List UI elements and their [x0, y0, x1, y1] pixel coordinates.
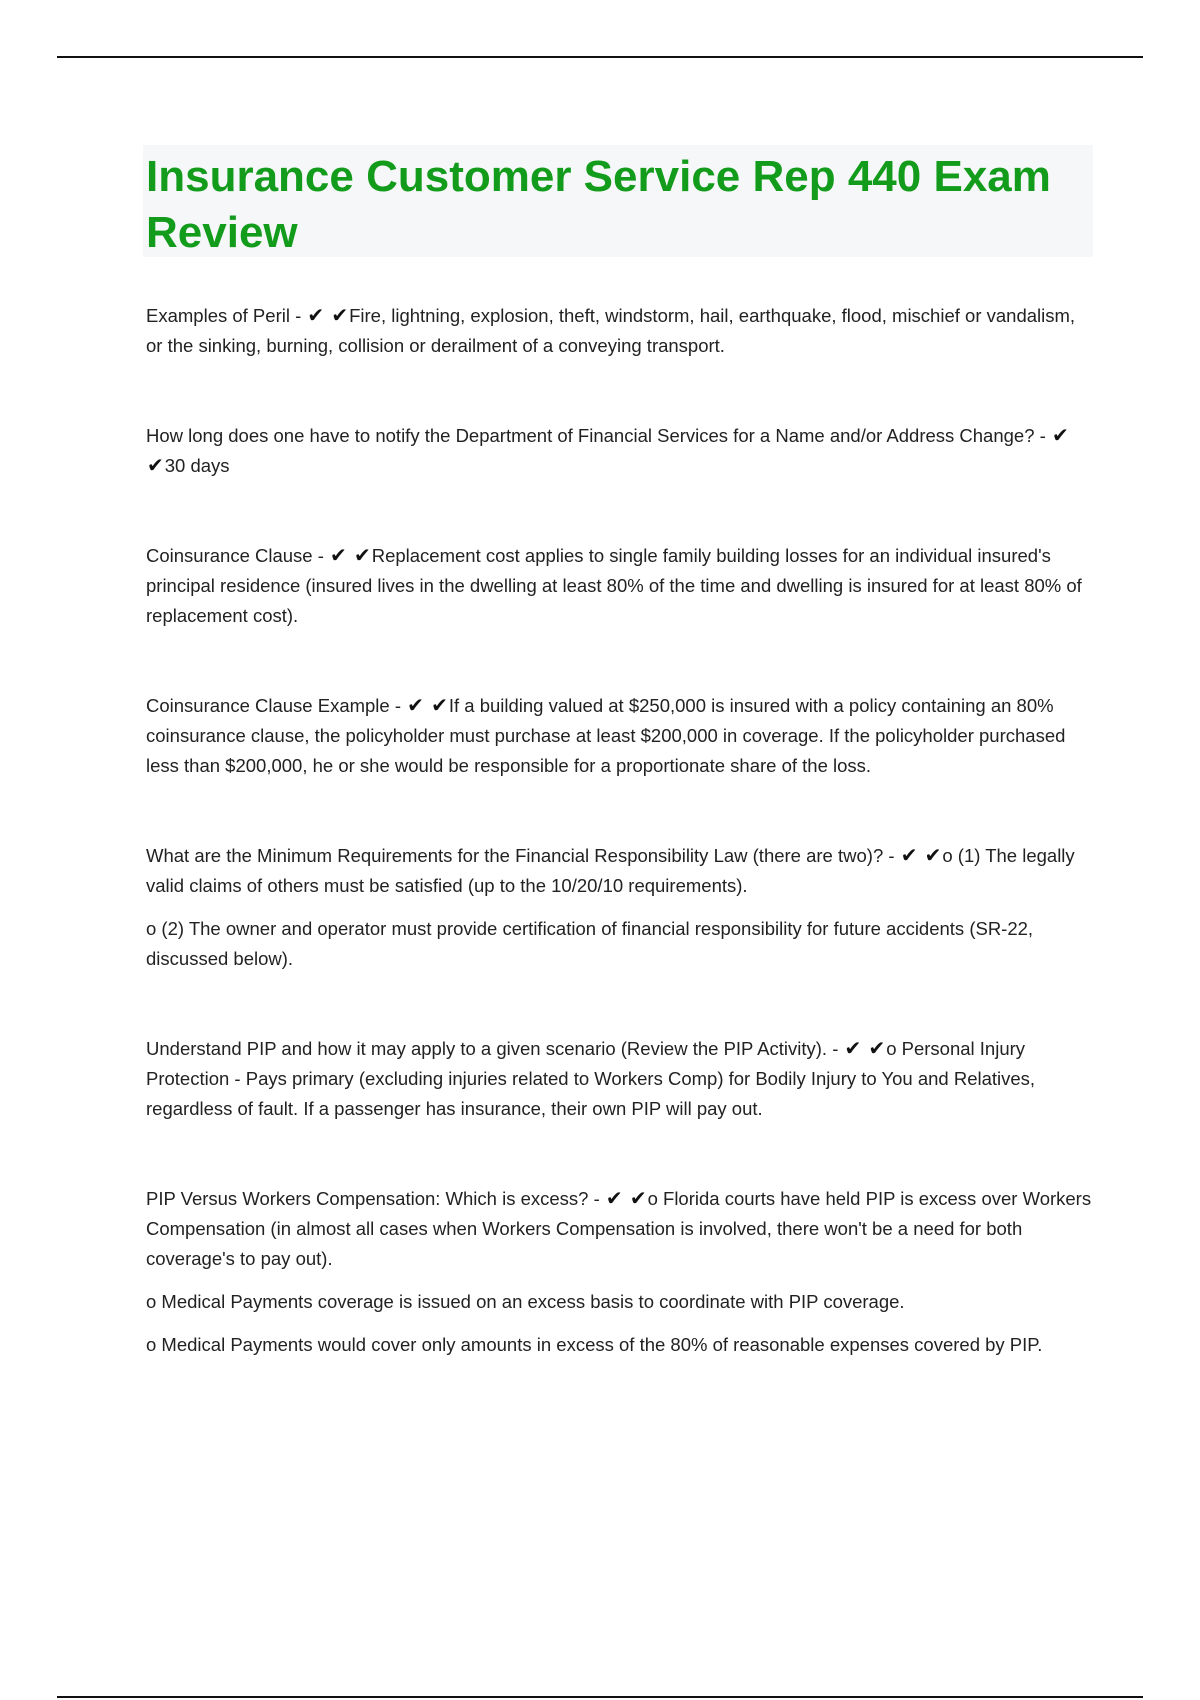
checkmark-icon: ✔ [331, 303, 349, 327]
qa-item [146, 421, 1092, 481]
separator: - [888, 845, 895, 866]
answer-text: Replacement cost applies to single family building losses for an individual insured's principal residence (insured lives in the dwelling at least 80% of the time and dwelling is insured for at least 80% of replacement cost). [146, 545, 1082, 626]
checkmark-icon: ✔ [431, 693, 448, 717]
question-text: Examples of Peril [146, 305, 290, 326]
separator: - [317, 545, 324, 566]
answer-text: o (1) The legally valid claims of others must be satisfied (up to the 10/20/10 requirements). [146, 845, 1075, 896]
qa-item [146, 541, 1092, 631]
qa-item [146, 1184, 1092, 1360]
qa-spacer [146, 481, 1092, 541]
qa-spacer [146, 781, 1092, 841]
qa-paragraph [146, 1184, 1092, 1274]
qa-spacer [146, 631, 1092, 691]
question-text: What are the Minimum Requirements for the Financial Responsibility Law (there are two)? [146, 845, 884, 866]
answer-text: Fire, lightning, explosion, theft, windstorm, hail, earthquake, flood, mischief or vandalism, or the sinking, burning, collision or derailment of a conveying transport. [146, 305, 1076, 356]
checkmark-icon: ✔ [629, 1186, 647, 1210]
qa-item [146, 1034, 1092, 1124]
answer-text: o Personal Injury Protection - Pays primary (excluding injuries related to Workers Comp) for Bodily Injury to You and Relatives, regardless of fault. If a passenger has insurance, their own PIP will pay out. [146, 1038, 1036, 1119]
checkmark-icon: ✔ [868, 1036, 886, 1060]
qa-paragraph [146, 1034, 1092, 1124]
checkmark-icon: ✔ [407, 693, 424, 717]
question-text: Coinsurance Clause [146, 545, 313, 566]
answer-text: If a building valued at $250,000 is insured with a policy containing an 80% coinsurance clause, the policyholder must purchase at least $200,000 in coverage. If the policyholder purchased less than $200,000, he or she would be responsible for a proportionate share of the loss. [146, 695, 1066, 776]
separator: - [394, 695, 402, 716]
answer-continuation: o Medical Payments would cover only amounts in excess of the 80% of reasonable expenses covered by PIP. [146, 1334, 1043, 1355]
question-text: How long does one have to notify the Department of Financial Services for a Name and/or Address Change? [146, 425, 1035, 446]
header-rule [57, 56, 1143, 58]
checkmark-icon: ✔ [844, 1036, 862, 1060]
qa-item [146, 301, 1092, 361]
qa-list [146, 301, 1092, 1360]
page-title: Insurance Customer Service Rep 440 Exam Review [146, 152, 1051, 257]
checkmark-icon: ✔ [330, 543, 347, 567]
answer-continuation: o (2) The owner and operator must provide certification of financial responsibility for future accidents (SR-22, discussed below). [146, 918, 1034, 969]
qa-spacer [146, 361, 1092, 421]
answer-text: 30 days [164, 455, 230, 476]
separator: - [593, 1188, 600, 1209]
separator: - [1039, 425, 1046, 446]
footer-rule [57, 1696, 1143, 1698]
checkmark-icon: ✔ [1051, 423, 1069, 447]
qa-paragraph [146, 691, 1092, 781]
checkmark-icon: ✔ [605, 1186, 623, 1210]
qa-spacer [146, 974, 1092, 1034]
question-text: PIP Versus Workers Compensation: Which is excess? [146, 1188, 589, 1209]
question-text: Coinsurance Clause Example [146, 695, 390, 716]
separator: - [832, 1038, 839, 1059]
checkmark-icon: ✔ [307, 303, 325, 327]
checkmark-icon: ✔ [147, 453, 164, 477]
qa-spacer [146, 1124, 1092, 1184]
checkmark-icon: ✔ [353, 543, 371, 567]
title-banner [143, 145, 1093, 257]
answer-continuation: o Medical Payments coverage is issued on an excess basis to coordinate with PIP coverage. [146, 1291, 905, 1312]
qa-paragraph [146, 421, 1092, 481]
qa-item [146, 841, 1092, 974]
question-text: Understand PIP and how it may apply to a given scenario (Review the PIP Activity). [146, 1038, 828, 1059]
qa-item [146, 691, 1092, 781]
answer-text: o Florida courts have held PIP is excess over Workers Compensation (in almost all cases when Workers Compensation is involved, there won't be a need for both coverage's to pay out). [146, 1188, 1092, 1269]
checkmark-icon: ✔ [924, 843, 942, 867]
qa-paragraph [146, 541, 1092, 631]
separator: - [295, 305, 302, 326]
qa-paragraph [146, 841, 1092, 901]
checkmark-icon: ✔ [900, 843, 918, 867]
qa-paragraph [146, 301, 1092, 361]
